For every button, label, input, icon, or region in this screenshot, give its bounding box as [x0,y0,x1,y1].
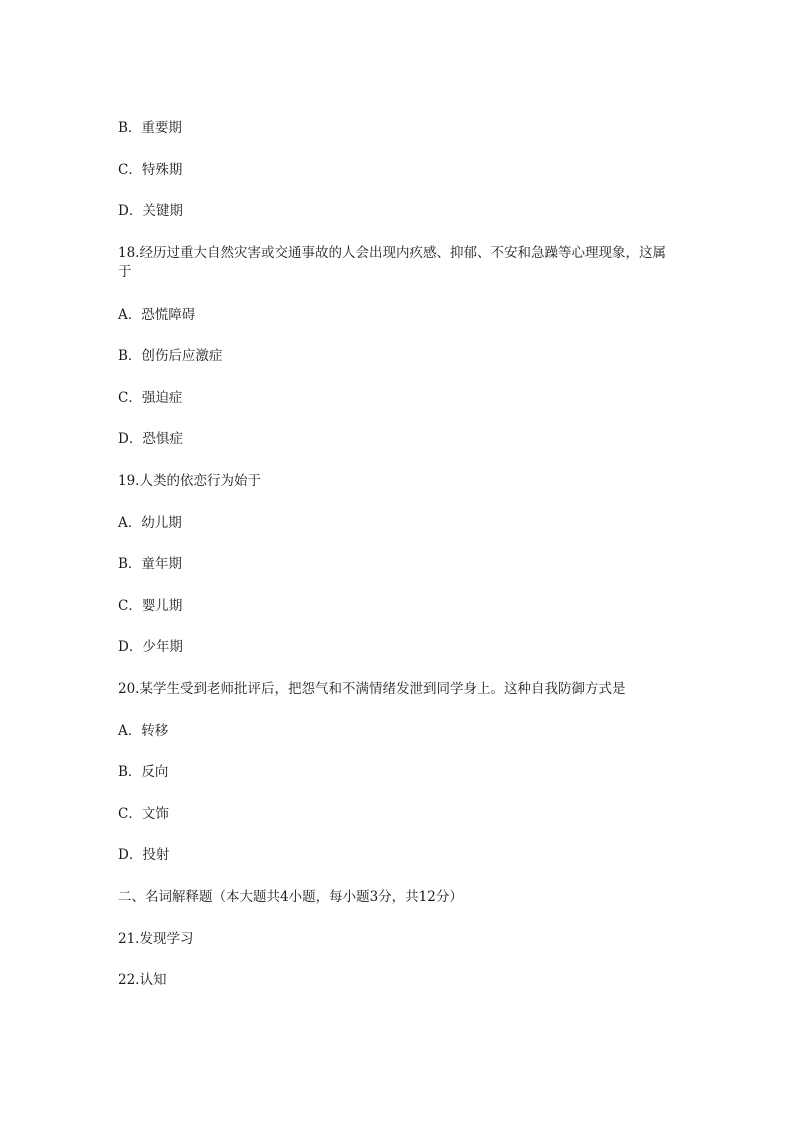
option-d-q18: D．恐惧症 [118,431,183,447]
option-c-q17: C．特殊期 [118,162,183,178]
option-a-q20: A．转移 [118,723,169,739]
question-22: 22.认知 [118,972,167,988]
option-a-q18: A．恐慌障碍 [118,307,196,323]
option-b-q19: B．童年期 [118,556,182,572]
section-heading-definitions: 二、名词解释题（本大题共4小题，每小题3分，共12分） [118,889,463,905]
question-20: 20.某学生受到老师批评后，把怨气和不满情绪发泄到同学身上。这种自我防御方式是 [118,681,626,697]
option-c-q19: C．婴儿期 [118,598,183,614]
option-d-q17: D．关键期 [118,203,183,219]
question-19: 19.人类的依恋行为始于 [118,473,261,489]
option-a-q19: A．幼儿期 [118,515,182,531]
question-18: 18.经历过重大自然灾害或交通事故的人会出现内疚感、抑郁、不安和急躁等心理现象，这属于 [118,245,666,280]
option-d-q19: D．少年期 [118,639,183,655]
option-d-q20: D．投射 [118,847,170,863]
option-b-q18: B．创伤后应激症 [118,348,223,364]
option-b-q20: B．反向 [118,764,169,780]
question-21: 21.发现学习 [118,931,194,947]
option-b-q17: B．重要期 [118,120,182,136]
option-c-q18: C．强迫症 [118,390,183,406]
option-c-q20: C．文饰 [118,806,169,822]
